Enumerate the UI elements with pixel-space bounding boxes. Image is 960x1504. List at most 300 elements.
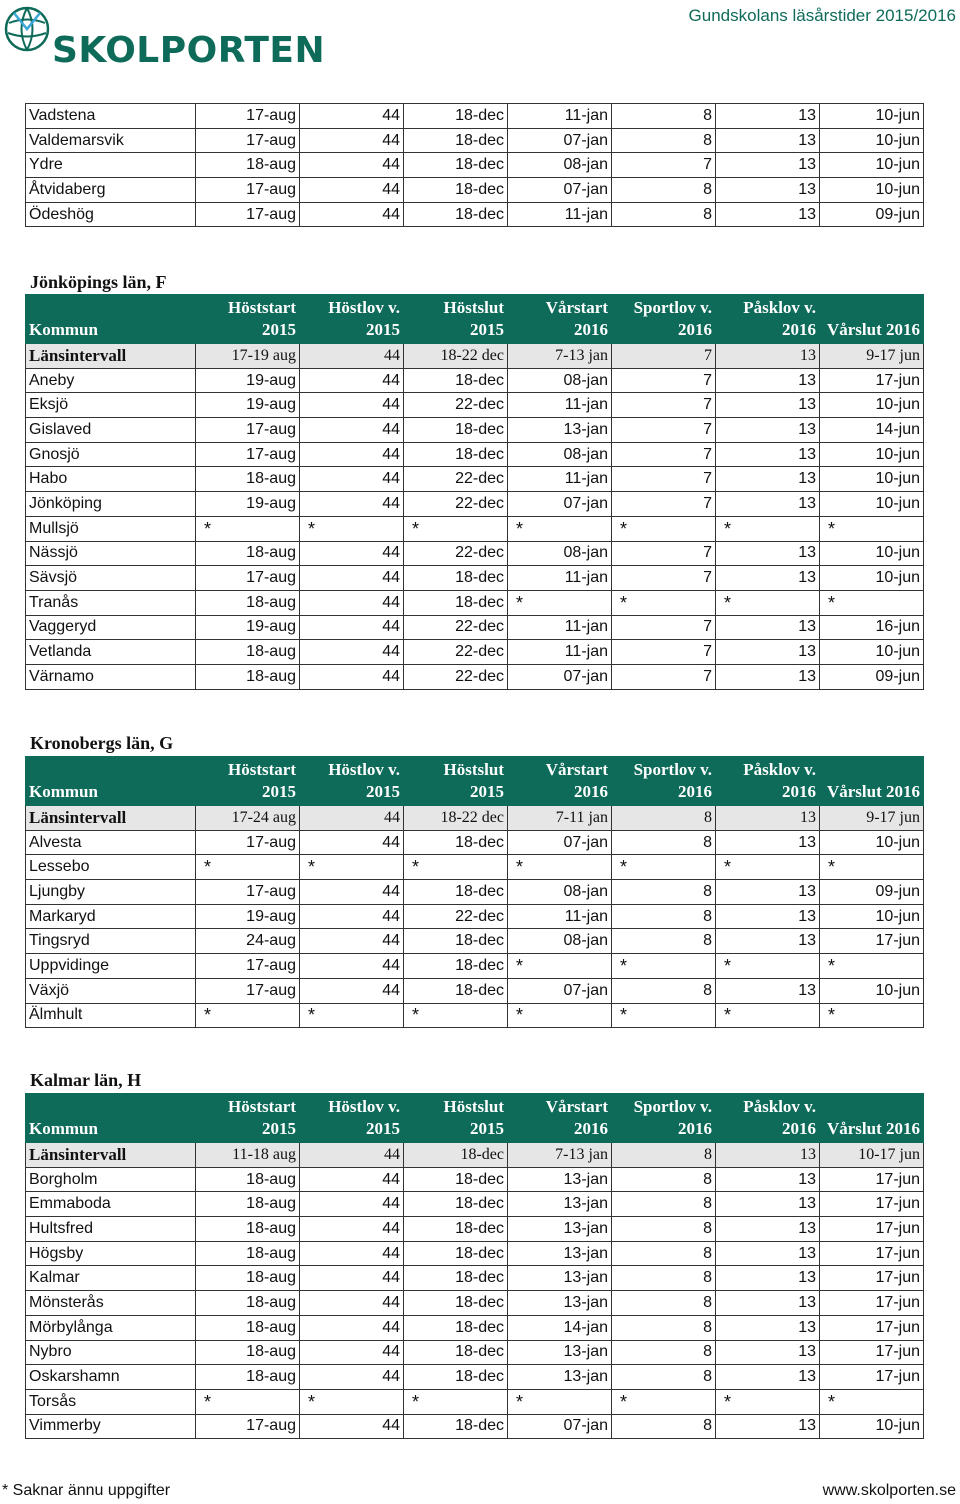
table-cell: 7 (612, 418, 716, 443)
municipality-name: Tranås (26, 590, 196, 615)
interval-cell: 9-17 jun (820, 806, 924, 831)
table-cell: 18-aug (196, 1340, 300, 1365)
table-cell: * (716, 1003, 820, 1028)
table-cell: * (404, 516, 508, 541)
table-cell: 18-aug (196, 1167, 300, 1192)
table-cell: 44 (300, 1266, 404, 1291)
table-cell: 10-jun (820, 904, 924, 929)
table-cell: 07-jan (508, 128, 612, 153)
table-cell: 13 (716, 978, 820, 1003)
table-cell: * (404, 855, 508, 880)
municipality-name: Hultsfred (26, 1217, 196, 1242)
table-cell: 22-dec (404, 492, 508, 517)
table-cell: 11-jan (508, 393, 612, 418)
schedule-table (25, 756, 924, 1028)
column-header: Påsklov v. 2016 (716, 757, 820, 806)
table-cell: 44 (300, 1217, 404, 1242)
interval-label: Länsintervall (26, 806, 196, 831)
table-cell: 44 (300, 1167, 404, 1192)
municipality-name: Nybro (26, 1340, 196, 1365)
table-cell: 44 (300, 128, 404, 153)
table-row (26, 1167, 924, 1192)
table-cell: 08-jan (508, 541, 612, 566)
interval-cell: 44 (300, 1143, 404, 1168)
interval-cell: 18-22 dec (404, 806, 508, 831)
table-cell: 09-jun (820, 202, 924, 227)
table-cell: 18-dec (404, 830, 508, 855)
table-cell: 11-jan (508, 904, 612, 929)
municipality-name: Mönsterås (26, 1291, 196, 1316)
table-cell: 10-jun (820, 1414, 924, 1439)
table-row (26, 492, 924, 517)
table-cell: 7 (612, 615, 716, 640)
table-cell: 11-jan (508, 202, 612, 227)
table-cell: 13 (716, 615, 820, 640)
table-cell: 44 (300, 1340, 404, 1365)
interval-cell: 13 (716, 806, 820, 831)
table-cell: 22-dec (404, 467, 508, 492)
table-cell: 18-dec (404, 929, 508, 954)
table-cell: 18-aug (196, 1365, 300, 1390)
table-cell: 8 (612, 1315, 716, 1340)
table-row (26, 442, 924, 467)
county-title: Jönköpings län, F (30, 272, 167, 292)
table-row (26, 640, 924, 665)
table-cell: 14-jan (508, 1315, 612, 1340)
table-cell: * (820, 855, 924, 880)
table-cell: 18-dec (404, 1340, 508, 1365)
table-cell: 19-aug (196, 615, 300, 640)
table-cell: 7 (612, 541, 716, 566)
table-row (26, 516, 924, 541)
schedule-table (25, 1093, 924, 1439)
table-cell: 18-aug (196, 590, 300, 615)
table-cell: * (196, 855, 300, 880)
interval-cell: 44 (300, 344, 404, 369)
table-cell: 18-dec (404, 202, 508, 227)
county-interval-row (26, 1143, 924, 1168)
table-cell: 17-jun (820, 1315, 924, 1340)
table-cell: 07-jan (508, 178, 612, 203)
interval-cell: 7-11 jan (508, 806, 612, 831)
table-cell: 8 (612, 978, 716, 1003)
table-cell: 8 (612, 1266, 716, 1291)
table-cell: 8 (612, 929, 716, 954)
table-cell: 7 (612, 153, 716, 178)
table-cell: 22-dec (404, 615, 508, 640)
table-cell: 13-jan (508, 1217, 612, 1242)
table-cell: 08-jan (508, 880, 612, 905)
table-cell: 17-jun (820, 929, 924, 954)
table-cell: 13 (716, 566, 820, 591)
table-cell: 17-jun (820, 368, 924, 393)
table-cell: 44 (300, 418, 404, 443)
table-cell: 08-jan (508, 929, 612, 954)
table-cell: 17-aug (196, 202, 300, 227)
table-cell: 10-jun (820, 640, 924, 665)
table-row (26, 1340, 924, 1365)
table-cell: * (820, 590, 924, 615)
column-header: Kommun (26, 757, 196, 806)
table-cell: 13 (716, 664, 820, 689)
interval-cell: 9-17 jun (820, 344, 924, 369)
table-cell: * (612, 1003, 716, 1028)
skolporten-logo (2, 2, 347, 72)
table-cell: 18-dec (404, 978, 508, 1003)
municipality-name: Vimmerby (26, 1414, 196, 1439)
table-cell: 8 (612, 1291, 716, 1316)
table-row (26, 1291, 924, 1316)
table-cell: 13 (716, 1365, 820, 1390)
table-row (26, 1389, 924, 1414)
table-row (26, 978, 924, 1003)
table-cell: 44 (300, 467, 404, 492)
table-row (26, 153, 924, 178)
table-cell: 07-jan (508, 1414, 612, 1439)
column-header: Höststart 2015 (196, 757, 300, 806)
column-header: Sportlov v. 2016 (612, 757, 716, 806)
municipality-name: Borgholm (26, 1167, 196, 1192)
municipality-name: Ljungby (26, 880, 196, 905)
table-cell: 44 (300, 393, 404, 418)
table-cell: 7 (612, 640, 716, 665)
municipality-name: Älmhult (26, 1003, 196, 1028)
table-cell: 8 (612, 104, 716, 129)
table-cell: 17-aug (196, 1414, 300, 1439)
municipality-name: Eksjö (26, 393, 196, 418)
column-header: Höststart 2015 (196, 1094, 300, 1143)
table-cell: 44 (300, 541, 404, 566)
table-cell: * (716, 590, 820, 615)
table-cell: 18-aug (196, 640, 300, 665)
county-title: Kalmar län, H (30, 1070, 142, 1090)
table-cell: 10-jun (820, 830, 924, 855)
municipality-name: Mullsjö (26, 516, 196, 541)
table-row (26, 1266, 924, 1291)
interval-label: Länsintervall (26, 1143, 196, 1168)
table-cell: 13 (716, 104, 820, 129)
table-cell: 18-dec (404, 566, 508, 591)
table-row (26, 393, 924, 418)
table-row (26, 467, 924, 492)
table-cell: 44 (300, 153, 404, 178)
table-row (26, 104, 924, 129)
table-cell: 10-jun (820, 467, 924, 492)
table-row (26, 664, 924, 689)
table-cell: 09-jun (820, 664, 924, 689)
table-cell: 44 (300, 590, 404, 615)
table-row (26, 590, 924, 615)
municipality-name: Värnamo (26, 664, 196, 689)
table-cell: 8 (612, 178, 716, 203)
table-cell: * (196, 516, 300, 541)
municipality-name: Jönköping (26, 492, 196, 517)
table-cell: 7 (612, 467, 716, 492)
table-cell: * (716, 855, 820, 880)
table-cell: 13-jan (508, 1291, 612, 1316)
table-cell: 18-dec (404, 1365, 508, 1390)
table-row (26, 830, 924, 855)
table-row (26, 855, 924, 880)
table-cell: 13 (716, 442, 820, 467)
table-cell: 18-dec (404, 1217, 508, 1242)
table-cell: 13 (716, 467, 820, 492)
table-cell: 22-dec (404, 904, 508, 929)
municipality-name: Aneby (26, 368, 196, 393)
table-cell: 44 (300, 1291, 404, 1316)
table-cell: 17-jun (820, 1167, 924, 1192)
table-cell: 44 (300, 640, 404, 665)
municipality-name: Nässjö (26, 541, 196, 566)
table-cell: 18-dec (404, 1266, 508, 1291)
table-cell: * (300, 855, 404, 880)
table-cell: * (196, 1003, 300, 1028)
table-cell: 10-jun (820, 442, 924, 467)
table-cell: 17-jun (820, 1217, 924, 1242)
table-cell: 18-dec (404, 1167, 508, 1192)
table-cell: 13 (716, 368, 820, 393)
table-cell: 44 (300, 202, 404, 227)
table-cell: * (508, 590, 612, 615)
table-cell: 13 (716, 202, 820, 227)
municipality-name: Oskarshamn (26, 1365, 196, 1390)
table-cell: 18-aug (196, 541, 300, 566)
table-cell: 17-aug (196, 178, 300, 203)
table-cell: 22-dec (404, 664, 508, 689)
table-cell: 08-jan (508, 368, 612, 393)
interval-cell: 17-24 aug (196, 806, 300, 831)
table-cell: 13 (716, 492, 820, 517)
globe-icon (4, 6, 50, 52)
table-cell: 11-jan (508, 467, 612, 492)
interval-cell: 44 (300, 806, 404, 831)
table-cell: 18-aug (196, 1192, 300, 1217)
table-cell: 8 (612, 904, 716, 929)
table-row (26, 929, 924, 954)
municipality-name: Gislaved (26, 418, 196, 443)
table-cell: 44 (300, 442, 404, 467)
table-cell: 44 (300, 104, 404, 129)
table-cell: 17-jun (820, 1340, 924, 1365)
table-cell: 8 (612, 202, 716, 227)
table-cell: 44 (300, 1241, 404, 1266)
municipality-name: Åtvidaberg (26, 178, 196, 203)
table-cell: * (196, 1389, 300, 1414)
table-cell: 17-jun (820, 1266, 924, 1291)
schedule-table (25, 294, 924, 690)
table-cell: * (716, 1389, 820, 1414)
interval-cell: 13 (716, 1143, 820, 1168)
table-cell: 13-jan (508, 1365, 612, 1390)
table-row (26, 541, 924, 566)
table-cell: * (300, 1003, 404, 1028)
table-cell: 44 (300, 1365, 404, 1390)
municipality-name: Ydre (26, 153, 196, 178)
table-row (26, 1003, 924, 1028)
document-title: Gundskolans läsårstider 2015/2016 (688, 6, 956, 25)
table-cell: 8 (612, 1414, 716, 1439)
table-cell: 18-aug (196, 1241, 300, 1266)
table-cell: * (820, 954, 924, 979)
table-cell: 11-jan (508, 640, 612, 665)
column-header: Sportlov v. 2016 (612, 295, 716, 344)
table-cell: 8 (612, 1217, 716, 1242)
table-cell: * (508, 1003, 612, 1028)
municipality-name: Valdemarsvik (26, 128, 196, 153)
table-cell: 7 (612, 368, 716, 393)
table-cell: 13 (716, 1266, 820, 1291)
table-cell: 18-dec (404, 1192, 508, 1217)
table-cell: * (508, 954, 612, 979)
table-cell: 18-dec (404, 153, 508, 178)
interval-cell: 11-18 aug (196, 1143, 300, 1168)
municipality-name: Uppvidinge (26, 954, 196, 979)
table-row (26, 178, 924, 203)
municipality-name: Torsås (26, 1389, 196, 1414)
table-cell: 13-jan (508, 1340, 612, 1365)
table-cell: 17-aug (196, 880, 300, 905)
table-row (26, 202, 924, 227)
table-cell: 10-jun (820, 492, 924, 517)
logo-wordmark: SKOLPORTEN (52, 30, 326, 71)
column-header: Sportlov v. 2016 (612, 1094, 716, 1143)
table-cell: 8 (612, 830, 716, 855)
column-header: Vårslut 2016 (820, 757, 924, 806)
municipality-name: Lessebo (26, 855, 196, 880)
interval-cell: 7-13 jan (508, 1143, 612, 1168)
table-cell: 18-dec (404, 1291, 508, 1316)
table-cell: 22-dec (404, 640, 508, 665)
table-cell: 18-dec (404, 128, 508, 153)
table-cell: 14-jun (820, 418, 924, 443)
table-cell: 8 (612, 1365, 716, 1390)
municipality-name: Mörbylånga (26, 1315, 196, 1340)
table-cell: 18-dec (404, 442, 508, 467)
table-cell: 11-jan (508, 104, 612, 129)
schedule-table (25, 103, 924, 227)
table-cell: 17-jun (820, 1365, 924, 1390)
table-row (26, 615, 924, 640)
table-cell: * (508, 1389, 612, 1414)
table-cell: 18-aug (196, 664, 300, 689)
table-cell: 13-jan (508, 1241, 612, 1266)
table-cell: 44 (300, 830, 404, 855)
table-cell: 10-jun (820, 393, 924, 418)
municipality-name: Växjö (26, 978, 196, 1003)
municipality-name: Gnosjö (26, 442, 196, 467)
table-cell: 17-jun (820, 1291, 924, 1316)
municipality-name: Högsby (26, 1241, 196, 1266)
table-cell: 07-jan (508, 492, 612, 517)
column-header: Höstslut 2015 (404, 295, 508, 344)
table-cell: 10-jun (820, 566, 924, 591)
interval-cell: 13 (716, 344, 820, 369)
table-cell: 18-aug (196, 1266, 300, 1291)
table-cell: 18-dec (404, 880, 508, 905)
table-cell: 18-dec (404, 418, 508, 443)
column-header: Kommun (26, 1094, 196, 1143)
table-cell: 10-jun (820, 104, 924, 129)
table-cell: 13-jan (508, 418, 612, 443)
table-cell: * (612, 855, 716, 880)
table-cell: 18-dec (404, 368, 508, 393)
table-cell: 44 (300, 1192, 404, 1217)
table-cell: * (716, 954, 820, 979)
table-row (26, 368, 924, 393)
header-row (26, 295, 924, 344)
table-cell: 19-aug (196, 393, 300, 418)
table-cell: 13 (716, 1291, 820, 1316)
footnote: * Saknar ännu uppgifter (2, 1482, 171, 1499)
table-cell: 44 (300, 664, 404, 689)
municipality-name: Habo (26, 467, 196, 492)
table-cell: * (716, 516, 820, 541)
table-cell: * (404, 1389, 508, 1414)
interval-cell: 7 (612, 344, 716, 369)
table-cell: 07-jan (508, 978, 612, 1003)
table-cell: 09-jun (820, 880, 924, 905)
table-cell: 18-dec (404, 1241, 508, 1266)
column-header: Höstlov v. 2015 (300, 295, 404, 344)
table-cell: * (820, 516, 924, 541)
table-cell: 18-aug (196, 153, 300, 178)
table-row (26, 566, 924, 591)
table-cell: 17-aug (196, 830, 300, 855)
table-cell: 44 (300, 178, 404, 203)
table-row (26, 1217, 924, 1242)
table-cell: 19-aug (196, 368, 300, 393)
table-cell: 8 (612, 1340, 716, 1365)
municipality-name: Vadstena (26, 104, 196, 129)
table-cell: 10-jun (820, 128, 924, 153)
table-cell: 13 (716, 1340, 820, 1365)
municipality-name: Sävsjö (26, 566, 196, 591)
column-header: Vårstart 2016 (508, 757, 612, 806)
municipality-name: Alvesta (26, 830, 196, 855)
table-cell: 13-jan (508, 1192, 612, 1217)
table-cell: 17-jun (820, 1192, 924, 1217)
table-cell: 24-aug (196, 929, 300, 954)
table-cell: 13 (716, 904, 820, 929)
county-interval-row (26, 344, 924, 369)
table-cell: 18-dec (404, 178, 508, 203)
column-header: Vårstart 2016 (508, 295, 612, 344)
table-cell: 44 (300, 1315, 404, 1340)
table-row (26, 1192, 924, 1217)
table-cell: * (508, 516, 612, 541)
table-cell: * (300, 516, 404, 541)
table-cell: 18-aug (196, 467, 300, 492)
table-cell: 17-aug (196, 566, 300, 591)
table-cell: 17-aug (196, 442, 300, 467)
municipality-name: Ödeshög (26, 202, 196, 227)
table-cell: 10-jun (820, 541, 924, 566)
website-link[interactable]: www.skolporten.se (822, 1482, 956, 1499)
column-header: Vårslut 2016 (820, 1094, 924, 1143)
column-header: Kommun (26, 295, 196, 344)
table-cell: 13 (716, 128, 820, 153)
table-cell: 13-jan (508, 1266, 612, 1291)
table-cell: 13 (716, 830, 820, 855)
table-cell: 22-dec (404, 393, 508, 418)
municipality-name: Vaggeryd (26, 615, 196, 640)
table-row (26, 128, 924, 153)
table-cell: 17-aug (196, 978, 300, 1003)
table-cell: 44 (300, 880, 404, 905)
table-cell: 8 (612, 128, 716, 153)
column-header: Vårslut 2016 (820, 295, 924, 344)
table-cell: 13 (716, 880, 820, 905)
